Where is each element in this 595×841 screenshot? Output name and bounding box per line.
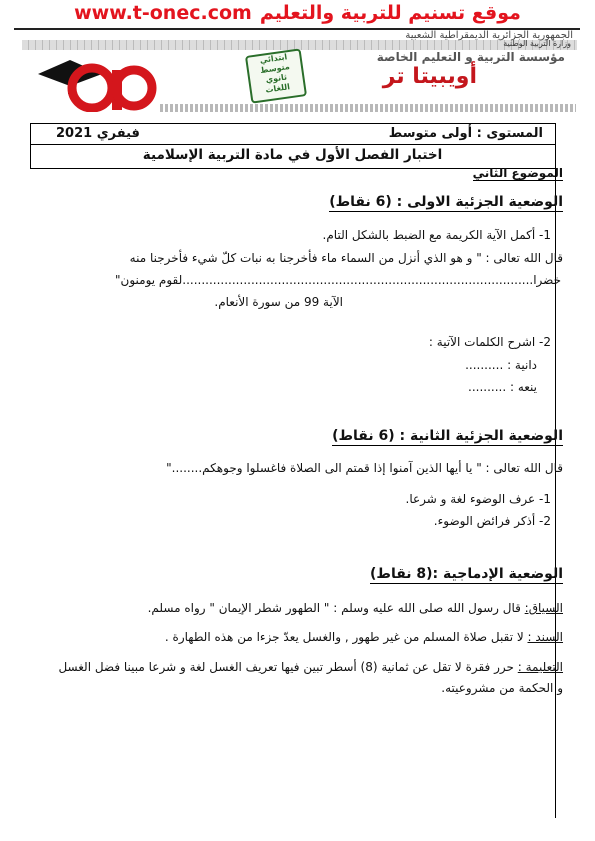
part1-verse-line2 — [115, 273, 561, 287]
part3-heading: الوضعية الإدماجية :(8 نقاط) — [370, 566, 563, 582]
part2-question1: 1- عرف الوضوء لغة و شرعا. — [405, 492, 551, 506]
part2-heading: الوضعية الجزئية الثانية : (6 نقاط) — [332, 428, 563, 444]
part1-heading: الوضعية الجزئية الاولى : (6 نقاط) — [329, 194, 563, 210]
contact-line — [160, 104, 576, 112]
part1-verse-reference: الآية 99 من سورة الأنعام. — [214, 295, 343, 309]
part3-context — [148, 601, 563, 615]
context-label: السياق: — [524, 601, 563, 615]
part1-question2: 2- اشرح الكلمات الآتية : — [428, 335, 551, 349]
exam-level: المستوى : أولى متوسط — [388, 126, 543, 141]
instruction-label: التعليمة : — [517, 660, 563, 674]
support-label: السند : — [527, 630, 563, 644]
badge-line: ثانوي — [265, 72, 288, 85]
exam-date: فيفري 2021 — [56, 126, 140, 141]
ministry-text: وزارة التربية الوطنية — [503, 39, 571, 48]
part1-word2: ينعه : .......... — [468, 380, 537, 394]
republic-text: الجمهورية الجزائرية الديمقراطية الشعبية — [405, 30, 573, 41]
support-text: لا تقبل صلاة المسلم من غير طهور , والغسل يعدّ جزءا من هذه الطهارة . — [164, 630, 528, 644]
part2-verse: قال الله تعالى : " يا أيها الذين آمنوا إذا قمتم الى الصلاة فاغسلوا وجوهكم........" — [166, 461, 563, 475]
part3-support — [165, 630, 563, 644]
part1-word1: دانية : .......... — [465, 358, 537, 372]
part1-question1: 1- أكمل الآية الكريمة مع الضبط بالشكل التام. — [322, 228, 551, 242]
site-header-text — [0, 2, 595, 24]
school-levels-badge — [245, 48, 307, 103]
verse-start: خضرا — [533, 273, 561, 287]
margin-rule — [555, 168, 556, 818]
badge-line: ابتدائي — [259, 52, 288, 66]
part1-verse-line1: قال الله تعالى : " و هو الذي أنزل من السماء ماء فأخرجنا به نبات كلّ شيء فأخرجنا منه — [129, 251, 563, 265]
exam-title: اختبار الفصل الأول في مادة التربية الإسلامية — [142, 147, 443, 163]
part3-instruction-line2: و الحكمة من مشروعيته. — [441, 681, 563, 695]
institution-text: مؤسسة التربية و التعليم الخاصة — [376, 50, 565, 64]
badge-line: اللغات — [264, 82, 291, 95]
badge-line: متوسط — [259, 62, 291, 76]
info-divider — [30, 144, 555, 145]
part2-question2: 2- أذكر فرائض الوضوء. — [433, 514, 551, 528]
verse-end: لقوم يومنون" — [114, 273, 183, 287]
part3-instruction-line1 — [58, 660, 563, 674]
subject-number: الموضوع الثاني — [472, 166, 563, 180]
context-text: قال رسول الله صلى الله عليه وسلم : " الطهور شطر الإيمان " رواه مسلم. — [147, 601, 525, 615]
site-url[interactable]: www.t-onec.com — [74, 2, 252, 24]
school-logo-icon — [30, 46, 170, 112]
instruction-text: حرر فقرة لا تقل عن ثمانية (8) أسطر تبين فيها تعريف الغسل لغة و شرعا مبينا فضل الغسل — [58, 660, 518, 674]
school-name: أويبيتا تر — [382, 64, 477, 89]
site-name: موقع تسنيم للتربية والتعليم — [259, 2, 521, 24]
verse-blank: ............................................................................................ — [182, 273, 534, 287]
